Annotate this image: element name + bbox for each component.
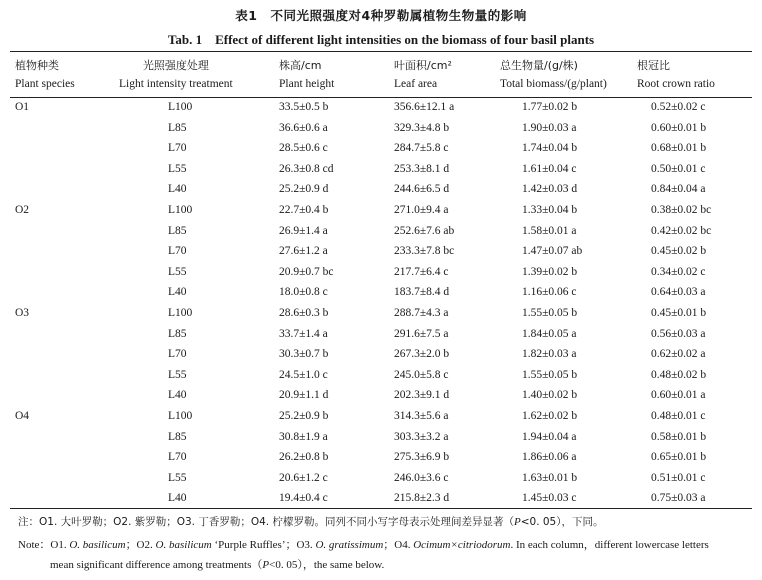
- cell-leaf-area: 284.7±5.8 c: [394, 142, 449, 155]
- table-title-cn: 表1 不同光照强度对4种罗勒属植物生物量的影响: [235, 8, 527, 23]
- cell-height: 33.5±0.5 b: [279, 101, 329, 113]
- cell-root-crown-ratio: 0.45±0.02 b: [651, 245, 707, 258]
- header-height-cn: 株高/cm: [279, 59, 322, 72]
- cell-height: 25.2±0.9 b: [279, 410, 329, 422]
- cell-treatment: L85: [168, 327, 187, 340]
- cell-biomass: 1.47±0.07 ab: [522, 245, 583, 258]
- cell-leaf-area: 233.3±7.8 bc: [394, 245, 455, 258]
- cell-treatment: L100: [168, 410, 193, 422]
- table-row: [0, 221, 762, 242]
- cell-root-crown-ratio: 0.42±0.02 bc: [651, 224, 712, 237]
- cell-biomass: 1.39±0.02 b: [522, 265, 578, 278]
- header-species: [15, 57, 75, 93]
- cell-height: 20.9±0.7 bc: [279, 265, 334, 278]
- note-en-2b: P: [262, 559, 270, 571]
- cell-species: O1: [15, 101, 30, 113]
- cell-height: 19.4±0.4 c: [279, 492, 328, 505]
- table-row: [0, 282, 762, 303]
- cell-treatment: L85: [168, 224, 187, 237]
- cell-treatment: L70: [168, 451, 187, 464]
- header-root-cn: 根冠比: [637, 59, 670, 72]
- table-row: [0, 468, 762, 489]
- cell-treatment: L100: [168, 204, 193, 216]
- cell-root-crown-ratio: 0.62±0.02 a: [651, 348, 706, 361]
- cell-height: 26.9±1.4 a: [279, 224, 328, 237]
- cell-leaf-area: 303.3±3.2 a: [394, 430, 449, 443]
- cell-root-crown-ratio: 0.48±0.01 c: [651, 410, 706, 422]
- cell-biomass: 1.77±0.02 b: [522, 101, 578, 113]
- cell-height: 24.5±1.0 c: [279, 368, 328, 381]
- header-root-en: Root crown ratio: [637, 78, 715, 90]
- note-en-2c: <0. 05），the same below.: [269, 559, 385, 571]
- table-row: [0, 262, 762, 283]
- header-leaf: [394, 57, 452, 93]
- table-row: [0, 200, 762, 221]
- cell-treatment: L70: [168, 348, 187, 361]
- cell-leaf-area: 245.0±5.8 c: [394, 368, 449, 381]
- cell-treatment: L85: [168, 430, 187, 443]
- cell-root-crown-ratio: 0.34±0.02 c: [651, 265, 706, 278]
- cell-leaf-area: 314.3±5.6 a: [394, 410, 449, 422]
- cell-root-crown-ratio: 0.48±0.02 b: [651, 368, 707, 381]
- cell-biomass: 1.90±0.03 a: [522, 121, 577, 134]
- header-biomass: [500, 57, 607, 93]
- cell-treatment: L55: [168, 368, 187, 381]
- cell-treatment: L40: [168, 286, 187, 299]
- cell-root-crown-ratio: 0.51±0.01 c: [651, 471, 706, 484]
- note-en-1g: ；O4.: [383, 539, 414, 551]
- cell-biomass: 1.45±0.03 c: [522, 492, 577, 505]
- cell-biomass: 1.40±0.02 b: [522, 389, 578, 402]
- cell-root-crown-ratio: 0.45±0.01 b: [651, 307, 707, 319]
- table-row: [0, 365, 762, 386]
- cell-treatment: L70: [168, 142, 187, 155]
- header-height-en: Plant height: [279, 78, 335, 90]
- note-en-1f: O. gratissimum: [315, 539, 384, 551]
- table-row: [0, 159, 762, 180]
- cell-leaf-area: 329.3±4.8 b: [394, 121, 450, 134]
- note-cn: [18, 513, 603, 531]
- note-en-1b: O. basilicum: [69, 539, 126, 551]
- header-root: [637, 57, 715, 93]
- cell-biomass: 1.42±0.03 d: [522, 183, 578, 196]
- header-species-en: Plant species: [15, 78, 75, 90]
- cell-biomass: 1.74±0.04 b: [522, 142, 578, 155]
- table-row: [0, 385, 762, 406]
- note-en-1d: O. basilicum: [155, 539, 212, 551]
- note-en-1a: Note：O1.: [18, 539, 70, 551]
- cell-treatment: L40: [168, 183, 187, 196]
- cell-treatment: L55: [168, 265, 187, 278]
- note-cn-prefix: 注：O1. 大叶罗勒；O2. 紫罗勒；O3. 丁香罗勒；O4. 柠檬罗勒。同列不同小写字母表示处理间差异显著（: [18, 516, 514, 528]
- cell-biomass: 1.86±0.06 a: [522, 451, 577, 464]
- cell-height: 18.0±0.8 c: [279, 286, 328, 299]
- note-cn-p: P: [513, 516, 521, 528]
- cell-root-crown-ratio: 0.65±0.01 b: [651, 451, 707, 464]
- table-row: [0, 179, 762, 200]
- cell-leaf-area: 183.7±8.4 d: [394, 286, 450, 299]
- cell-height: 20.9±1.1 d: [279, 389, 329, 402]
- cell-root-crown-ratio: 0.52±0.02 c: [651, 101, 706, 113]
- cell-leaf-area: 217.7±6.4 c: [394, 265, 449, 278]
- cell-biomass: 1.94±0.04 a: [522, 430, 577, 443]
- cell-root-crown-ratio: 0.60±0.01 a: [651, 389, 706, 402]
- cell-treatment: L55: [168, 471, 187, 484]
- header-leaf-cn: 叶面积/cm²: [394, 59, 452, 72]
- table-title-en: Tab. 1 Effect of different light intensities on the biomass of four basil plants: [167, 32, 595, 47]
- table-row: [0, 427, 762, 448]
- bottom-rule: [10, 508, 752, 509]
- cell-biomass: 1.55±0.05 b: [522, 307, 578, 319]
- cell-leaf-area: 267.3±2.0 b: [394, 348, 450, 361]
- cell-root-crown-ratio: 0.60±0.01 b: [651, 121, 707, 134]
- table-row: [0, 344, 762, 365]
- note-en-1e: ‘Purple Ruffles’；O3.: [211, 539, 316, 551]
- cell-treatment: L55: [168, 162, 187, 175]
- header-treatment: [119, 57, 233, 93]
- table-row: [0, 97, 762, 118]
- cell-species: O4: [15, 410, 30, 422]
- cell-treatment: L70: [168, 245, 187, 258]
- header-treatment-cn: 光照强度处理: [142, 59, 209, 72]
- cell-root-crown-ratio: 0.75±0.03 a: [651, 492, 706, 505]
- cell-species: O3: [15, 307, 30, 319]
- cell-leaf-area: 252.6±7.6 ab: [394, 224, 455, 237]
- cell-height: 22.7±0.4 b: [279, 204, 329, 216]
- note-cn-suffix: <0. 05），下同。: [520, 516, 604, 528]
- cell-biomass: 1.33±0.04 b: [522, 204, 578, 216]
- header-treatment-en: Light intensity treatment: [119, 78, 233, 90]
- note-en-1c: ；O2.: [125, 539, 156, 551]
- note-en-2a: mean significant difference among treatments（: [50, 559, 263, 571]
- cell-root-crown-ratio: 0.38±0.02 bc: [651, 204, 712, 216]
- cell-treatment: L40: [168, 389, 187, 402]
- cell-height: 27.6±1.2 a: [279, 245, 328, 258]
- note-en-line2: [50, 556, 384, 574]
- cell-biomass: 1.61±0.04 c: [522, 162, 577, 175]
- top-rule: [10, 51, 752, 52]
- cell-root-crown-ratio: 0.68±0.01 b: [651, 142, 707, 155]
- cell-root-crown-ratio: 0.64±0.03 a: [651, 286, 706, 299]
- cell-root-crown-ratio: 0.50±0.01 c: [651, 162, 706, 175]
- cell-leaf-area: 288.7±4.3 a: [394, 307, 449, 319]
- note-en-1h: Ocimum×citriodorum: [413, 539, 511, 551]
- cell-height: 28.6±0.3 b: [279, 307, 329, 319]
- header-leaf-en: Leaf area: [394, 78, 438, 90]
- cell-leaf-area: 215.8±2.3 d: [394, 492, 450, 505]
- cell-leaf-area: 202.3±9.1 d: [394, 389, 450, 402]
- header-species-cn: 植物种类: [15, 59, 59, 72]
- cell-height: 30.8±1.9 a: [279, 430, 328, 443]
- cell-root-crown-ratio: 0.56±0.03 a: [651, 327, 706, 340]
- header-height: [279, 57, 334, 93]
- cell-treatment: L100: [168, 101, 193, 113]
- table-row: [0, 241, 762, 262]
- note-en-line1: [18, 536, 709, 554]
- header-biomass-cn: 总生物量/(g/株): [500, 59, 578, 72]
- note-en-1i: . In each column，different lowercase letters: [510, 539, 709, 551]
- cell-species: O2: [15, 204, 30, 216]
- cell-biomass: 1.16±0.06 c: [522, 286, 577, 299]
- table-row: [0, 488, 762, 509]
- cell-root-crown-ratio: 0.84±0.04 a: [651, 183, 706, 196]
- cell-biomass: 1.55±0.05 b: [522, 368, 578, 381]
- cell-height: 20.6±1.2 c: [279, 471, 328, 484]
- cell-leaf-area: 275.3±6.9 b: [394, 451, 450, 464]
- cell-leaf-area: 244.6±6.5 d: [394, 183, 450, 196]
- cell-treatment: L85: [168, 121, 187, 134]
- table-row: [0, 447, 762, 468]
- cell-leaf-area: 246.0±3.6 c: [394, 471, 449, 484]
- table-row: [0, 303, 762, 324]
- cell-leaf-area: 291.6±7.5 a: [394, 327, 449, 340]
- table-row: [0, 406, 762, 427]
- table-row: [0, 138, 762, 159]
- cell-biomass: 1.58±0.01 a: [522, 224, 577, 237]
- cell-height: 30.3±0.7 b: [279, 348, 329, 361]
- cell-height: 33.7±1.4 a: [279, 327, 328, 340]
- cell-biomass: 1.82±0.03 a: [522, 348, 577, 361]
- cell-biomass: 1.63±0.01 b: [522, 471, 578, 484]
- cell-treatment: L100: [168, 307, 193, 319]
- cell-biomass: 1.62±0.02 b: [522, 410, 578, 422]
- cell-treatment: L40: [168, 492, 187, 505]
- cell-height: 25.2±0.9 d: [279, 183, 329, 196]
- cell-leaf-area: 356.6±12.1 a: [394, 101, 455, 113]
- cell-biomass: 1.84±0.05 a: [522, 327, 577, 340]
- header-biomass-en: Total biomass/(g/plant): [500, 78, 607, 90]
- cell-leaf-area: 253.3±8.1 d: [394, 162, 450, 175]
- cell-height: 26.2±0.8 b: [279, 451, 329, 464]
- table-row: [0, 324, 762, 345]
- cell-height: 36.6±0.6 a: [279, 121, 328, 134]
- table-row: [0, 118, 762, 139]
- cell-height: 26.3±0.8 cd: [279, 162, 334, 175]
- cell-height: 28.5±0.6 c: [279, 142, 328, 155]
- cell-leaf-area: 271.0±9.4 a: [394, 204, 449, 216]
- cell-root-crown-ratio: 0.58±0.01 b: [651, 430, 707, 443]
